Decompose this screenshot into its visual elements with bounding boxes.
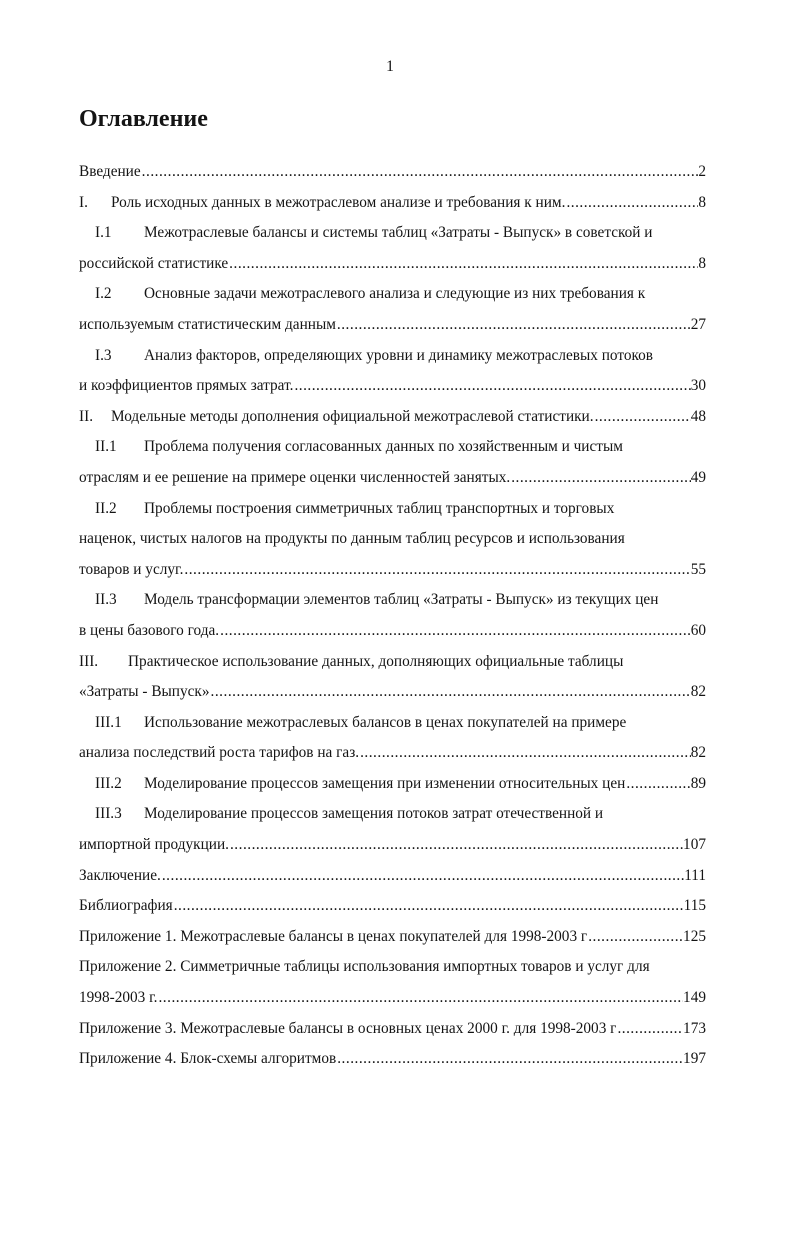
toc-dot-leader <box>336 310 691 341</box>
toc-entry-text: Введение <box>79 163 141 180</box>
toc-dot-leader <box>141 157 699 188</box>
toc-page-number: 82 <box>690 683 706 701</box>
toc-entry-text: Проблемы построения симметричных таблиц транспортных и торговых <box>144 499 615 517</box>
toc-section-number: II.1 <box>95 438 117 456</box>
toc-page-number: 30 <box>690 377 706 395</box>
toc-dot-leader <box>183 555 690 586</box>
toc-entry-section-3-3[interactable] <box>79 799 706 860</box>
toc-entry-text: Библиография <box>79 897 173 915</box>
toc-entry-section-2-3[interactable] <box>79 585 706 646</box>
toc-entry-text: в цены базового года. <box>79 621 220 639</box>
toc-entry-introduction[interactable] <box>79 157 706 188</box>
page-number: 1 <box>386 58 394 75</box>
toc-entry-chapter-2[interactable] <box>79 402 706 433</box>
toc-entry-section-1-1[interactable] <box>79 218 706 279</box>
toc-page-number: 48 <box>690 407 706 425</box>
toc-entry-text: Заключение. <box>79 866 161 884</box>
toc-dot-leader <box>587 922 683 953</box>
toc-dot-leader <box>229 830 683 861</box>
toc-dot-leader <box>157 983 683 1014</box>
toc-dot-leader <box>336 1044 683 1075</box>
toc-entry-text: импортной продукции. <box>79 836 229 854</box>
toc-dot-leader <box>359 738 691 769</box>
toc-section-number: III.3 <box>95 805 122 823</box>
toc-section-number: II.2 <box>95 499 117 517</box>
toc-entry-text: Основные задачи межотраслевого анализа и следующие из них требования к <box>144 285 646 303</box>
toc-dot-leader <box>210 677 691 708</box>
toc-entry-text: Моделирование процессов замещения при изменении относительных цен <box>144 774 626 792</box>
toc-entry-text: Приложение 3. Межотраслевые балансы в основных ценах 2000 г. для 1998-2003 г <box>79 1019 617 1037</box>
toc-page-number: 2 <box>698 163 706 180</box>
toc-section-number: I.2 <box>95 285 112 303</box>
toc-entry-text: Использование межотраслевых балансов в ценах покупателей на примере <box>144 713 627 731</box>
toc-entry-text: товаров и услуг. <box>79 560 184 578</box>
toc-entry-appendix-2[interactable] <box>79 952 706 1013</box>
toc-section-number: II.3 <box>95 591 117 609</box>
toc-page-number: 107 <box>683 836 706 854</box>
toc-entry-section-3-2[interactable] <box>79 769 706 800</box>
toc-dot-leader <box>161 861 684 892</box>
toc-entry-section-1-2[interactable] <box>79 279 706 340</box>
toc-section-number: I.3 <box>95 346 112 364</box>
toc-page-number: 8 <box>698 193 706 211</box>
toc-entry-text: Анализ факторов, определяющих уровни и динамику межотраслевых потоков <box>144 346 654 364</box>
toc-entry-text: Приложение 1. Межотраслевые балансы в ценах покупателей для 1998-2003 г <box>79 927 588 945</box>
toc-entry-text: Межотраслевые балансы и системы таблиц «Затраты - Выпуск» в советской и <box>144 224 653 242</box>
toc-dot-leader <box>565 188 698 219</box>
toc-dot-leader <box>625 769 690 800</box>
toc-page-number: 111 <box>684 866 706 884</box>
toc-entry-text: Проблема получения согласованных данных по хозяйственным и чистым <box>144 438 623 456</box>
toc-entry-text: Модель трансформации элементов таблиц «Затраты - Выпуск» из текущих цен <box>144 591 659 609</box>
toc-entry-appendix-4[interactable] <box>79 1044 706 1075</box>
toc-page-number: 197 <box>683 1050 706 1068</box>
toc-dot-leader <box>219 616 691 647</box>
page-title: Оглавление <box>79 106 208 132</box>
toc-dot-leader <box>293 371 690 402</box>
toc-entry-text: Модельные методы дополнения официальной межотраслевой статистики. <box>111 407 594 425</box>
toc-dot-leader <box>228 249 698 280</box>
toc-chapter-number: II. <box>79 407 94 425</box>
toc-entry-text: отраслям и ее решение на примере оценки численностей занятых. <box>79 468 511 486</box>
toc-entry-appendix-3[interactable] <box>79 1014 706 1045</box>
toc-entry-text: и коэффициентов прямых затрат. <box>79 377 294 395</box>
toc-entry-text: Моделирование процессов замещения потоков затрат отечественной и <box>144 805 604 823</box>
toc-chapter-number: III. <box>79 652 99 670</box>
toc-entry-section-1-3[interactable] <box>79 341 706 402</box>
toc-entry-text: «Затраты - Выпуск» <box>79 683 210 701</box>
toc-section-number: III.1 <box>95 713 122 731</box>
toc-entry-text: анализа последствий роста тарифов на газ. <box>79 744 360 762</box>
toc-dot-leader <box>616 1014 683 1045</box>
toc-entry-text: Приложение 2. Симметричные таблицы использования импортных товаров и услуг для <box>79 958 650 976</box>
toc-entry-text: используемым статистическим данным <box>79 315 336 333</box>
toc-entry-section-2-2[interactable] <box>79 494 706 586</box>
toc-section-number: I.1 <box>95 224 112 242</box>
toc-page-number: 8 <box>698 254 706 272</box>
toc-page-number: 115 <box>683 897 706 915</box>
toc-page-number: 125 <box>683 927 706 945</box>
toc-section-number: III.2 <box>95 774 122 792</box>
table-of-contents <box>79 157 706 1075</box>
toc-entry-chapter-3[interactable] <box>79 647 706 708</box>
toc-entry-text: российской статистике <box>79 254 229 272</box>
toc-page-number: 149 <box>683 989 706 1007</box>
toc-page-number: 55 <box>690 560 706 578</box>
toc-chapter-number: I. <box>79 193 88 211</box>
toc-entry-appendix-1[interactable] <box>79 922 706 953</box>
toc-entry-chapter-1[interactable] <box>79 188 706 219</box>
toc-entry-section-2-1[interactable] <box>79 432 706 493</box>
toc-page-number: 27 <box>690 315 706 333</box>
toc-entry-text: 1998-2003 г. <box>79 989 158 1007</box>
toc-entry-conclusion[interactable] <box>79 861 706 892</box>
toc-page-number: 49 <box>690 468 706 486</box>
toc-dot-leader <box>173 891 684 922</box>
toc-entry-text: наценок, чистых налогов на продукты по данным таблиц ресурсов и использования <box>79 530 625 548</box>
toc-dot-leader <box>594 402 691 433</box>
toc-entry-text: Приложение 4. Блок-схемы алгоритмов <box>79 1050 337 1068</box>
toc-entry-text: Практическое использование данных, дополняющих официальные таблицы <box>128 652 624 670</box>
toc-page-number: 89 <box>690 774 706 792</box>
toc-page-number: 82 <box>690 744 706 762</box>
toc-page-number: 60 <box>690 621 706 639</box>
toc-entry-bibliography[interactable] <box>79 891 706 922</box>
toc-page-number: 173 <box>683 1019 706 1037</box>
toc-dot-leader <box>510 463 691 494</box>
toc-entry-text: Роль исходных данных в межотраслевом анализе и требования к ним. <box>111 193 566 211</box>
toc-entry-section-3-1[interactable] <box>79 708 706 769</box>
